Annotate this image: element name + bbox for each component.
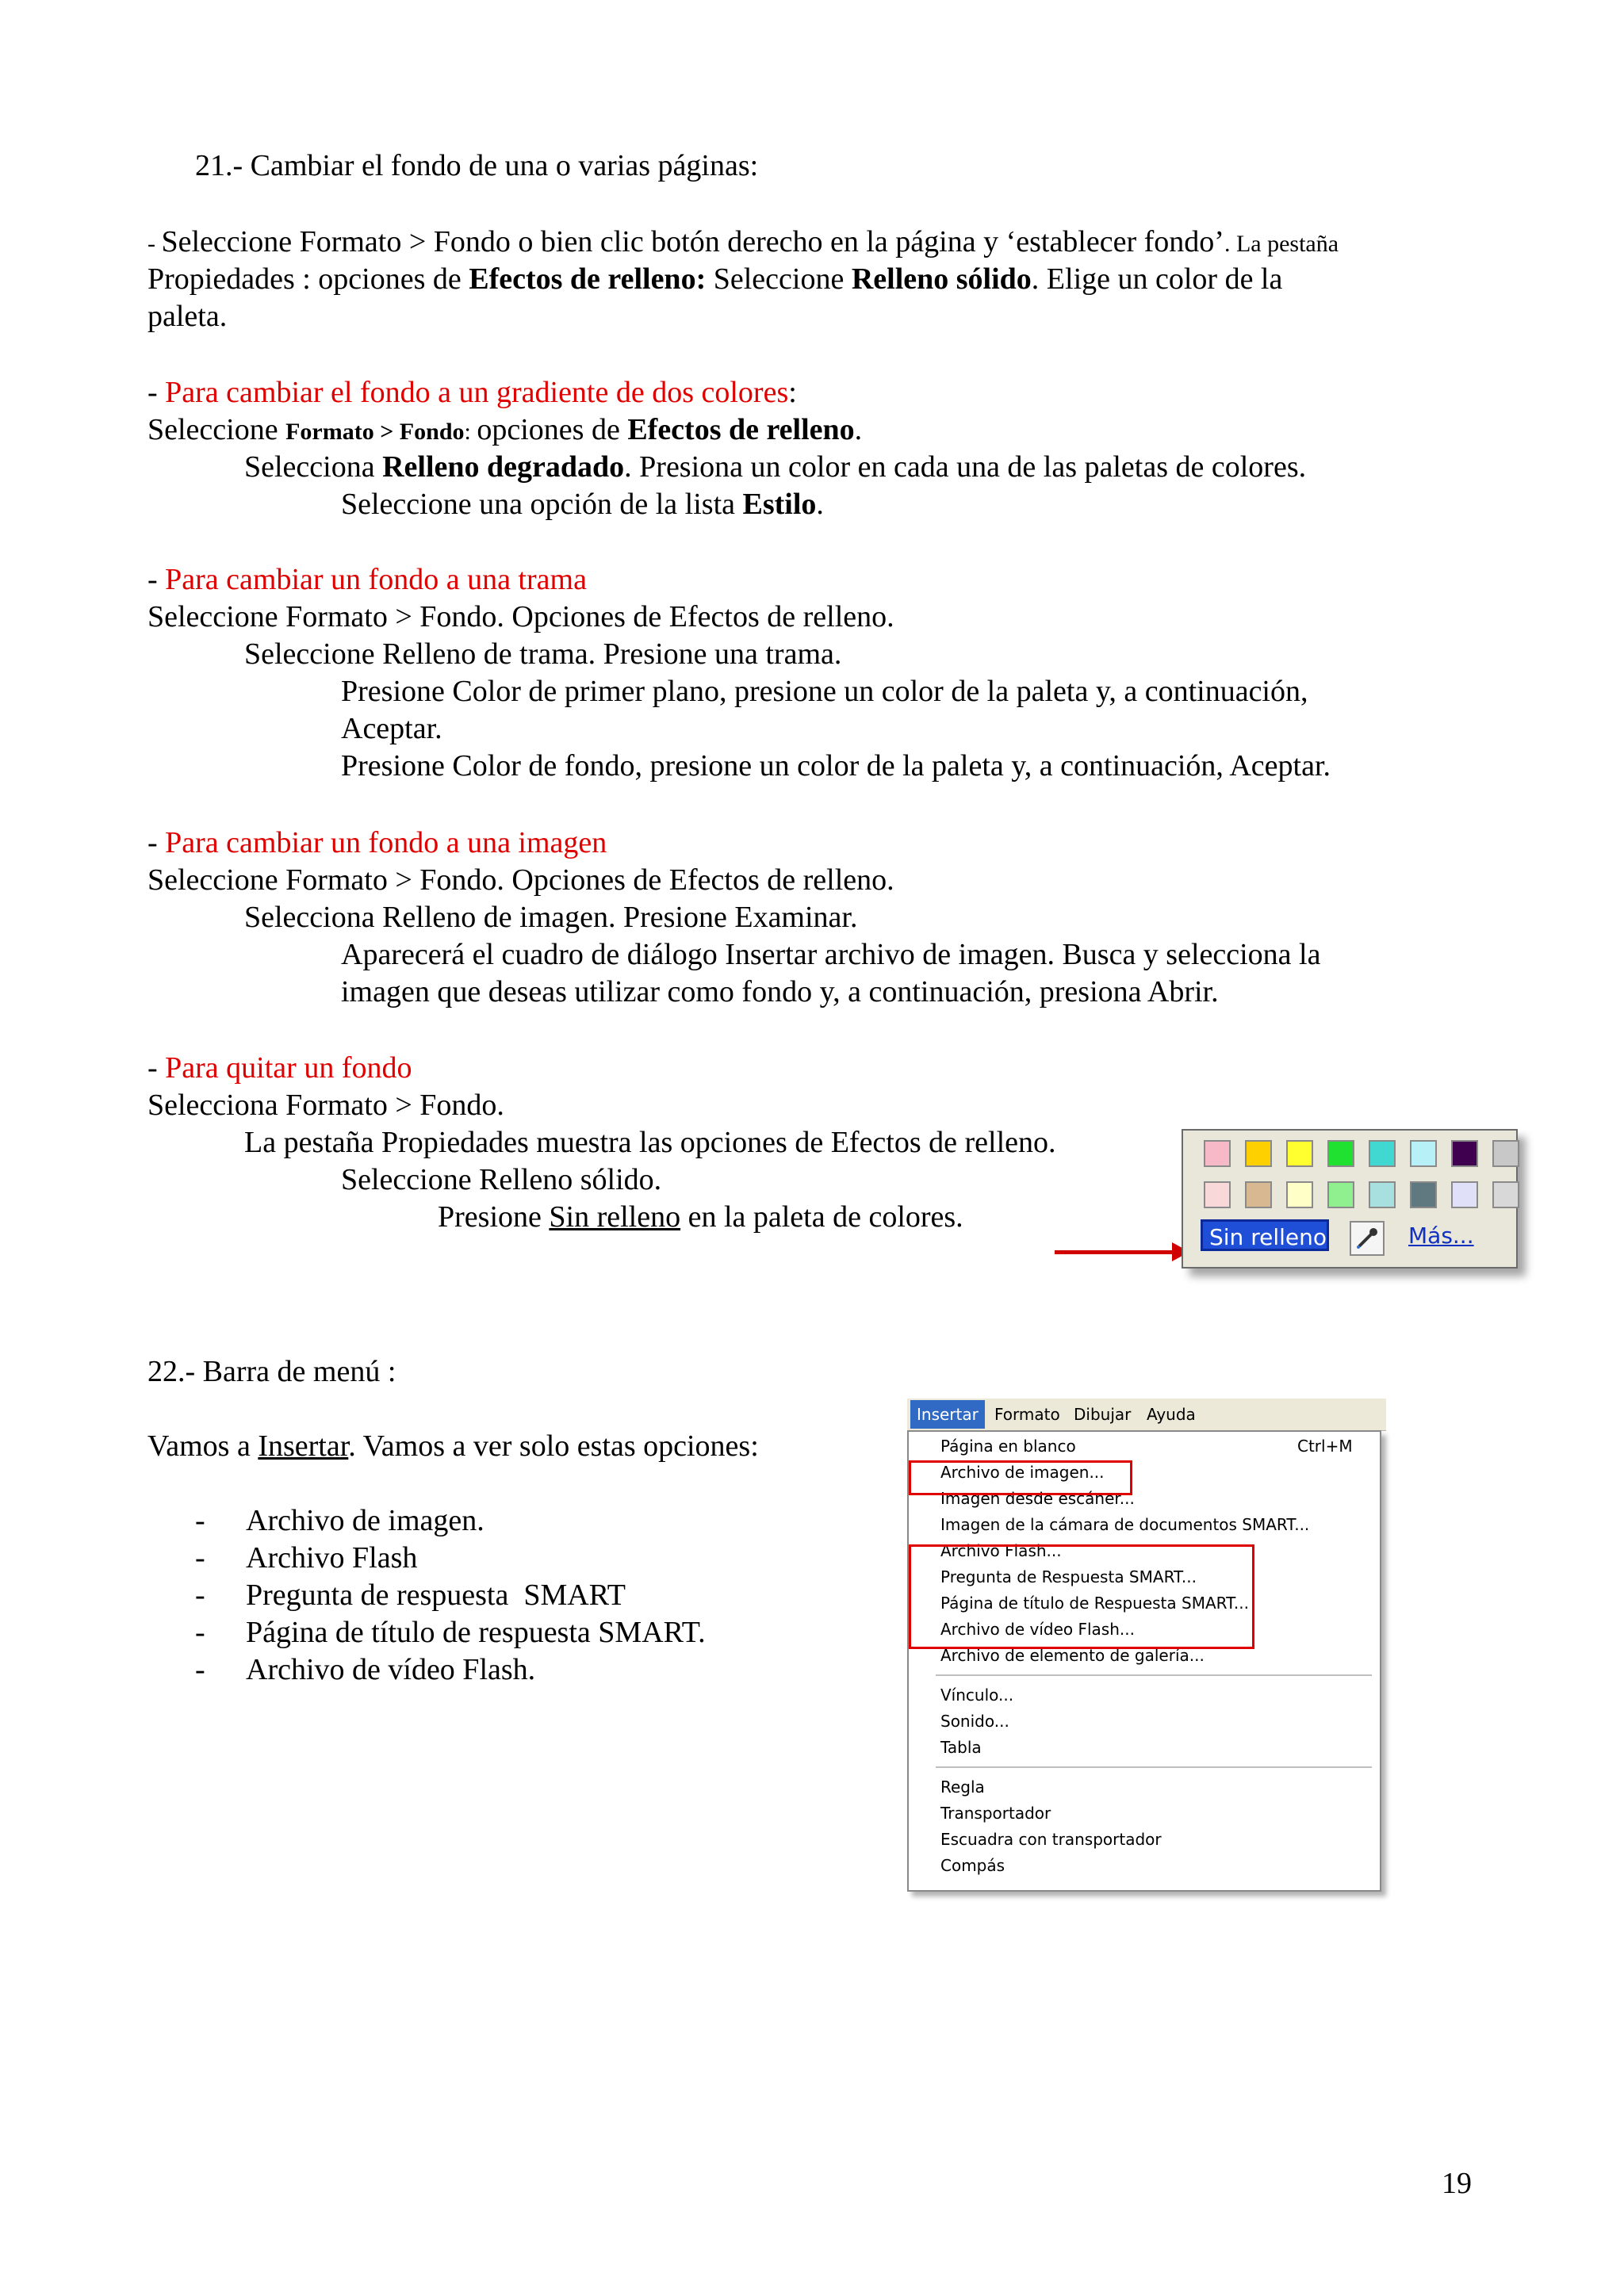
menu-item-pregunta-respuesta[interactable]: Pregunta de Respuesta SMART... [940,1567,1197,1586]
eyedropper-icon[interactable] [1350,1221,1385,1256]
quitar-line-4 [438,1199,963,1235]
dash: - [147,1051,166,1085]
dash: - [147,376,166,409]
imagen-line-4: imagen que deseas utilizar como fondo y, a continuación, presiona Abrir. [341,975,1219,1008]
menu-item-pagina-en-blanco[interactable]: Página en blanco [940,1437,1076,1456]
text: Propiedades : opciones de [147,262,469,296]
imagen-title [147,825,607,861]
menu-dibujar[interactable]: Dibujar [1074,1405,1132,1424]
highlight-box-flash-group [909,1544,1254,1649]
bold-text: Relleno sólido [851,262,1032,296]
menu-item-elemento-galeria[interactable]: Archivo de elemento de galería... [940,1646,1205,1665]
color-swatch[interactable] [1410,1140,1437,1167]
section-21-heading: 21.- Cambiar el fondo de una o varias páginas: [195,149,759,182]
list-item [195,1540,205,1576]
bold-text: Estilo [742,488,817,521]
color-swatch[interactable] [1245,1140,1272,1167]
menu-item-compas[interactable]: Compás [940,1856,1005,1875]
text: Seleccione [706,262,852,296]
trama-line-4: Aceptar. [341,712,442,745]
dash: - [147,826,166,859]
highlight-box-archivo-imagen [909,1460,1132,1495]
color-swatch[interactable] [1410,1181,1437,1208]
color-swatch[interactable] [1369,1181,1396,1208]
color-swatch[interactable] [1451,1181,1478,1208]
list-item-text: Archivo de imagen. [246,1504,485,1537]
trama-line-2: Seleccione Relleno de trama. Presione una trama. [244,637,842,671]
color-swatch[interactable] [1245,1181,1272,1208]
menu-item-pagina-titulo[interactable]: Página de título de Respuesta SMART... [940,1594,1250,1613]
menu-ayuda[interactable]: Ayuda [1147,1405,1196,1424]
trama-line-5: Presione Color de fondo, presione un color de la paleta y, a continuación, Aceptar. [341,749,1331,783]
red-heading: Para cambiar un fondo a una imagen [165,826,607,859]
color-swatch[interactable] [1451,1140,1478,1167]
bullet-dash: - [195,1578,205,1612]
list-item [195,1577,205,1613]
color-swatch[interactable] [1369,1140,1396,1167]
color-swatch[interactable] [1286,1181,1313,1208]
dash: - [147,231,162,257]
insert-menu-screenshot [907,1399,1386,1893]
text: . [816,488,824,521]
underlined-text: Sin relleno [549,1200,681,1234]
menu-item-transportador[interactable]: Transportador [940,1804,1051,1823]
insert-dropdown [907,1430,1381,1892]
menu-item-archivo-flash[interactable]: Archivo Flash... [940,1541,1062,1560]
red-arrow-line [1055,1250,1178,1254]
colon: : [788,376,797,409]
menu-item-imagen-escaner[interactable]: Imagen desde escáner... [940,1489,1135,1508]
menu-separator [936,1674,1372,1676]
menu-item-archivo-imagen[interactable]: Archivo de imagen... [940,1463,1105,1482]
list-item-text: Página de título de respuesta SMART. [246,1616,706,1649]
menu-item-vinculo[interactable]: Vínculo... [940,1686,1014,1705]
menu-bar [907,1399,1386,1431]
list-item [195,1614,205,1651]
section-22-heading: 22.- Barra de menú : [147,1355,396,1388]
text: . [854,413,863,446]
color-swatch[interactable] [1286,1140,1313,1167]
list-item-text: Archivo Flash [246,1541,418,1575]
dash: - [147,563,166,596]
text: Seleccione Formato > Fondo o bien clic botón derecho en la página y ‘establecer fondo’ [161,225,1224,258]
menu-item-regla[interactable]: Regla [940,1777,985,1797]
text: : [464,419,477,445]
list-item [195,1651,205,1688]
text: en la paleta de colores. [680,1200,963,1234]
quitar-title [147,1050,412,1086]
menu-separator [936,1766,1372,1768]
bold-text: Efectos de relleno [627,413,855,446]
text: Seleccione una opción de la lista [341,488,743,521]
text: . La pestaña [1224,231,1339,257]
color-swatch[interactable] [1204,1181,1231,1208]
list-item-text: Archivo de vídeo Flash. [246,1653,536,1686]
section-21-intro-line-1 [147,224,1339,262]
color-swatch[interactable] [1327,1181,1354,1208]
color-swatch[interactable] [1327,1140,1354,1167]
bullet-dash: - [195,1616,205,1649]
red-heading: Para quitar un fondo [165,1051,412,1085]
text: . Elige un color de la [1031,262,1283,296]
text: . Vamos a ver solo estas opciones: [348,1429,759,1463]
section-22-intro [147,1428,759,1464]
text: Seleccione [147,413,286,446]
text: . Presiona un color en cada una de las paletas de colores. [624,450,1307,484]
color-swatch[interactable] [1204,1140,1231,1167]
bold-text: Relleno degradado [382,450,625,484]
eyedropper-glyph [1351,1223,1383,1254]
gradient-line-1 [147,411,862,450]
trama-line-3: Presione Color de primer plano, presione un color de la paleta y, a continuación, [341,675,1308,708]
more-colors-link[interactable]: Más... [1408,1223,1474,1249]
underlined-text: Insertar [258,1429,349,1463]
quitar-line-3: Seleccione Relleno sólido. [341,1163,662,1196]
no-fill-button[interactable]: Sin relleno [1201,1219,1329,1251]
text: Vamos a [147,1429,259,1463]
page-number: 19 [1442,2167,1472,2200]
bullet-dash: - [195,1504,205,1537]
trama-title [147,561,587,598]
bullet-dash: - [195,1541,205,1575]
menu-formato[interactable]: Formato [994,1405,1060,1424]
color-swatch[interactable] [1492,1140,1519,1167]
text: Selecciona [244,450,383,484]
menu-item-camara-documentos[interactable]: Imagen de la cámara de documentos SMART... [940,1515,1310,1534]
bullet-dash: - [195,1653,205,1686]
menu-item-tabla[interactable]: Tabla [940,1738,982,1757]
quitar-line-2: La pestaña Propiedades muestra las opciones de Efectos de relleno. [244,1126,1056,1159]
imagen-line-1: Seleccione Formato > Fondo. Opciones de Efectos de relleno. [147,863,894,897]
list-item [195,1502,205,1539]
bold-text: Efectos de relleno: [469,262,707,296]
red-heading: Para cambiar el fondo a un gradiente de dos colores [165,376,789,409]
color-swatch[interactable] [1492,1181,1519,1208]
imagen-line-3: Aparecerá el cuadro de diálogo Insertar archivo de imagen. Busca y selecciona la [341,938,1321,971]
trama-line-1: Seleccione Formato > Fondo. Opciones de Efectos de relleno. [147,600,894,633]
section-21-intro-line-2 [147,261,1282,297]
gradient-line-3 [341,486,824,522]
gradient-title [147,374,797,411]
shortcut-label: Ctrl+M [1297,1437,1353,1456]
text: Presione [438,1200,550,1234]
imagen-line-2: Selecciona Relleno de imagen. Presione Examinar. [244,901,858,934]
menu-insertar[interactable]: Insertar [910,1400,985,1429]
color-palette [1182,1129,1518,1269]
text: opciones de [477,413,628,446]
menu-item-video-flash[interactable]: Archivo de vídeo Flash... [940,1620,1135,1639]
menu-item-sonido[interactable]: Sonido... [940,1712,1009,1731]
red-heading: Para cambiar un fondo a una trama [165,563,587,596]
bold-text: Formato > Fondo [285,419,465,445]
menu-item-escuadra[interactable]: Escuadra con transportador [940,1830,1162,1849]
gradient-line-2 [244,449,1306,485]
section-21-intro-line-3: paleta. [147,300,228,333]
quitar-line-1: Selecciona Formato > Fondo. [147,1089,504,1122]
list-item-text: Pregunta de respuesta SMART [246,1578,626,1612]
